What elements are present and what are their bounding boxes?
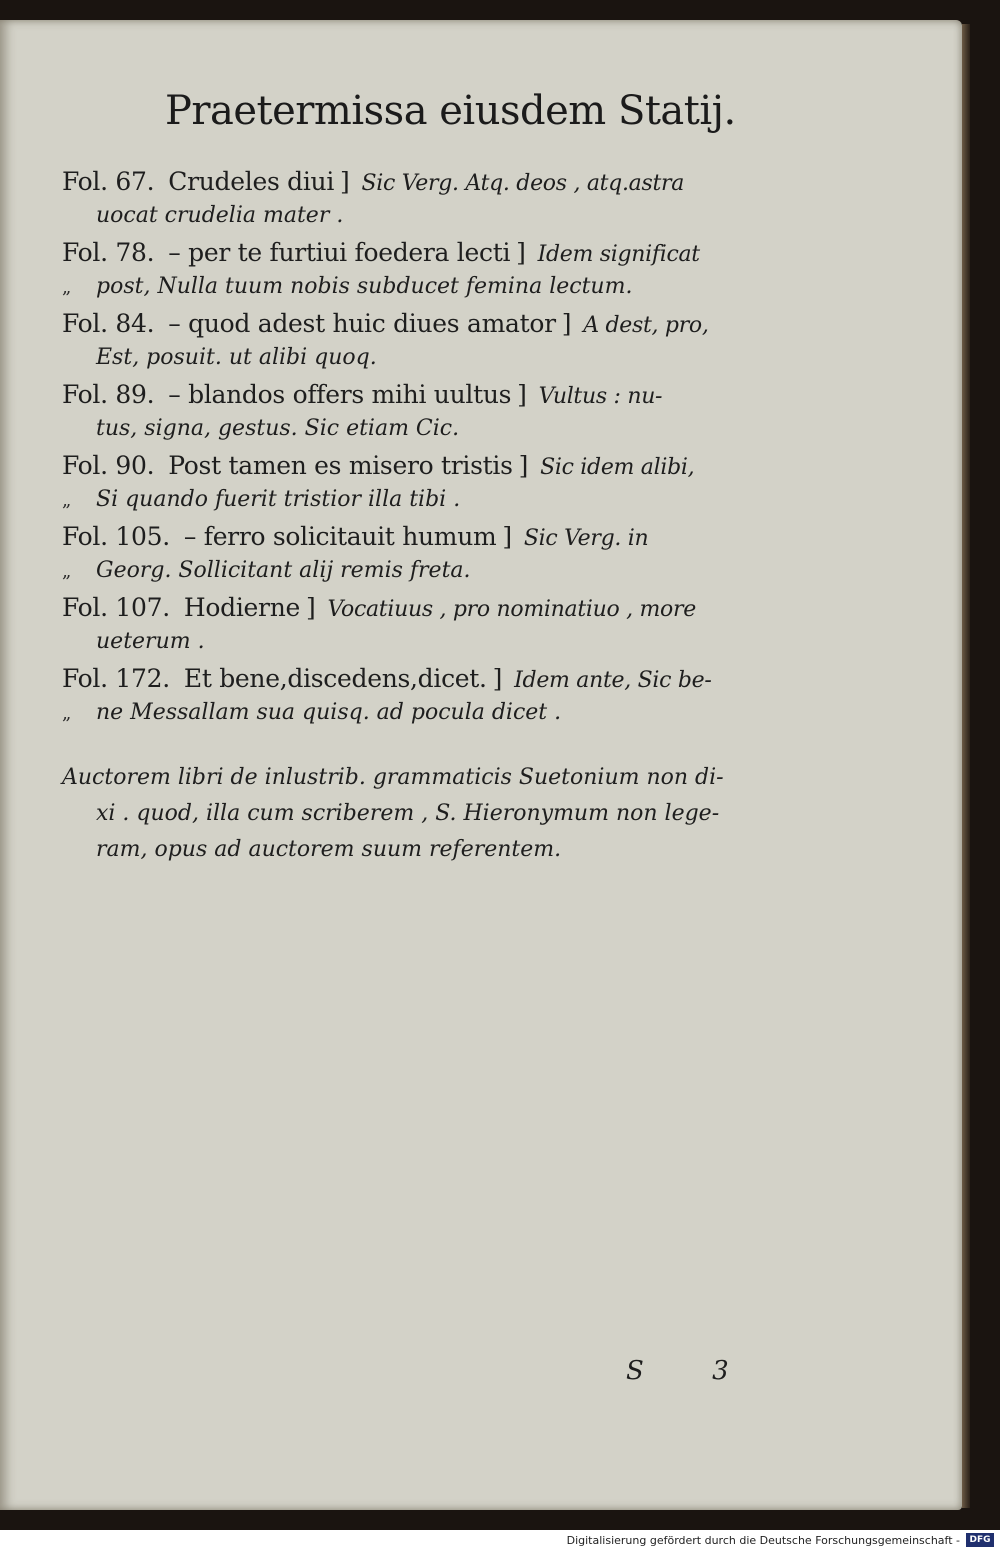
- entry-main-line: [62, 165, 782, 199]
- entry-continuation: [62, 625, 782, 658]
- quote-marker: „: [62, 703, 72, 724]
- note-start: Sic Verg. Atq. deos , atq.astra: [361, 171, 685, 196]
- folio-reference: Fol. 78.: [62, 238, 155, 267]
- bracket: ]: [561, 309, 572, 338]
- folio-reference: Fol. 90.: [62, 451, 155, 480]
- entry-continuation: [62, 554, 782, 587]
- entry-continuation: [62, 270, 782, 303]
- folio-reference: Fol. 67.: [62, 167, 155, 196]
- lemma: – per te furtiui foedera lecti: [168, 238, 511, 267]
- bracket: ]: [305, 593, 316, 622]
- lemma: Et bene,discedens,dicet.: [183, 664, 487, 693]
- folio-reference: Fol. 105.: [62, 522, 170, 551]
- footnote-line: ram, opus ad auctorem suum referentem.: [96, 837, 562, 862]
- note-continuation: Est, posuit. ut alibi quoq.: [96, 345, 377, 370]
- quote-marker: „: [62, 561, 72, 582]
- note-start: Idem significat: [537, 242, 700, 267]
- entry-list: [62, 165, 782, 733]
- entry: [62, 378, 782, 445]
- bracket: ]: [492, 664, 503, 693]
- footnote-line: Auctorem libri de inlustrib. grammaticis Suetonium non di-: [62, 765, 724, 790]
- folio-reference: Fol. 107.: [62, 593, 170, 622]
- note-continuation: post, Nulla tuum nobis subducet femina lectum.: [96, 274, 633, 299]
- note-continuation: uocat crudelia mater .: [96, 203, 344, 228]
- note-start: Idem ante, Sic be-: [514, 668, 712, 693]
- entry-main-line: [62, 591, 782, 625]
- footnote-line: xi . quod, illa cum scriberem , S. Hieronymum non lege-: [96, 801, 720, 826]
- entry: [62, 520, 782, 587]
- quote-marker: „: [62, 490, 72, 511]
- bracket: ]: [517, 380, 527, 409]
- note-start: Sic idem alibi,: [540, 455, 695, 480]
- bracket: ]: [340, 167, 350, 196]
- lemma: – blandos offers mihi uultus: [168, 380, 512, 409]
- bracket: ]: [518, 451, 529, 480]
- entry-continuation: [62, 199, 782, 232]
- funding-credit: Digitalisierung gefördert durch die Deutsche Forschungsgemeinschaft -: [566, 1534, 960, 1547]
- note-start: Vultus : nu-: [538, 384, 663, 409]
- entry-main-line: [62, 307, 782, 341]
- quote-marker: „: [62, 277, 72, 298]
- entry-main-line: [62, 236, 782, 270]
- entry-continuation: [62, 483, 782, 516]
- note-continuation: ne Messallam sua quisq. ad pocula dicet .: [96, 700, 562, 725]
- entry-continuation: [62, 412, 782, 445]
- entry-continuation: [62, 341, 782, 374]
- entry-main-line: [62, 449, 782, 483]
- folio-reference: Fol. 84.: [62, 309, 155, 338]
- entry: [62, 236, 782, 303]
- entry: [62, 449, 782, 516]
- entry-continuation: [62, 696, 782, 729]
- bracket: ]: [502, 522, 512, 551]
- signature-mark: S 3: [626, 1356, 759, 1386]
- note-start: Vocatiuus , pro nominatiuo , more: [327, 597, 696, 622]
- note-start: A dest, pro,: [583, 313, 709, 338]
- note-start: Sic Verg. in: [523, 526, 649, 551]
- entry: [62, 165, 782, 232]
- lemma: – ferro solicitauit humum: [183, 522, 497, 551]
- dfg-logo[interactable]: DFG: [966, 1533, 994, 1547]
- lemma: Crudeles diui: [168, 167, 335, 196]
- entry-main-line: [62, 662, 782, 696]
- lemma: Hodierne: [183, 593, 300, 622]
- entry: [62, 662, 782, 729]
- note-continuation: ueterum .: [96, 629, 205, 654]
- note-continuation: tus, signa, gestus. Sic etiam Cic.: [96, 416, 460, 441]
- folio-reference: Fol. 89.: [62, 380, 155, 409]
- page-title: Praetermissa eiusdem Statij.: [165, 88, 736, 134]
- lemma: – quod adest huic diues amator: [168, 309, 556, 338]
- page-edge: [962, 24, 970, 1508]
- entry-main-line: [62, 520, 782, 554]
- entry-main-line: [62, 378, 782, 412]
- entry: [62, 307, 782, 374]
- bracket: ]: [516, 238, 526, 267]
- lemma: Post tamen es misero tristis: [168, 451, 513, 480]
- folio-reference: Fol. 172.: [62, 664, 170, 693]
- note-continuation: Si quando fuerit tristior illa tibi .: [96, 487, 461, 512]
- entry: [62, 591, 782, 658]
- footnote-paragraph: [62, 760, 782, 868]
- note-continuation: Georg. Sollicitant alij remis freta.: [96, 558, 471, 583]
